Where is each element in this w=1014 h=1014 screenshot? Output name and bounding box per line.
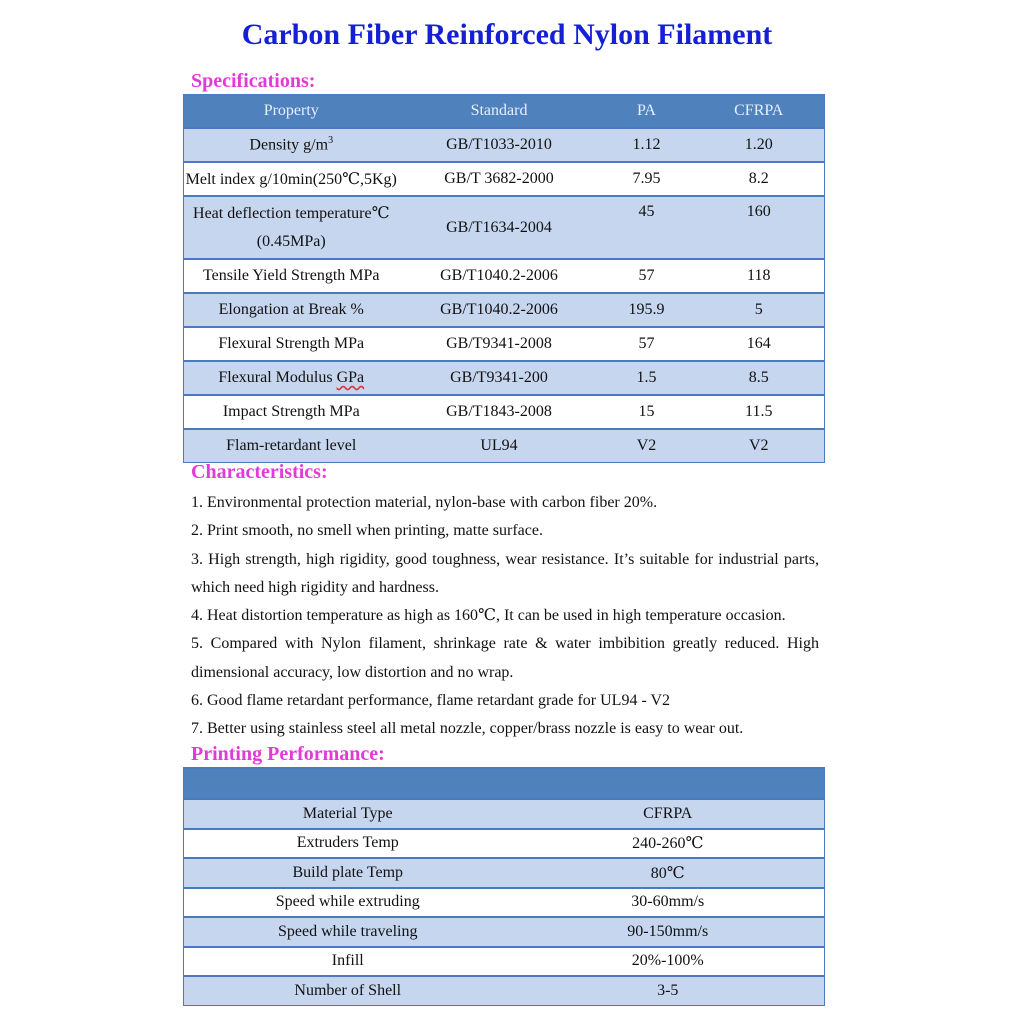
table-row <box>184 162 825 196</box>
label-cell: Extruders Temp <box>184 829 512 859</box>
list-item: 7. Better using stainless steel all metal nozzle, copper/brass nozzle is easy to wear out. <box>191 720 744 738</box>
pa-cell: 57 <box>600 327 694 361</box>
cfrpa-cell: 11.5 <box>694 395 825 429</box>
table-row <box>184 429 825 463</box>
property-cell: Flexural Modulus GPa <box>184 361 399 395</box>
pa-cell: 7.95 <box>600 162 694 196</box>
table-row <box>184 361 825 395</box>
property-cell: Density $g/m^3$ <box>184 128 399 162</box>
cfrpa-cell: 164 <box>694 327 825 361</box>
cfrpa-cell: V2 <box>694 429 825 463</box>
value-cell: 240-260℃ <box>512 829 825 859</box>
property-cell: Impact Strength MPa <box>184 395 399 429</box>
table-row <box>184 858 825 888</box>
cfrpa-cell: 8.2 <box>694 162 825 196</box>
standard-cell: GB/T9341-2008 <box>399 327 600 361</box>
list-item: 5. Compared with Nylon filament, shrinkage rate & water imbibition greatly reduced. High dimensional accuracy, low distortion and no wrap. <box>191 635 819 681</box>
list-item: 2. Print smooth, no smell when printing, matte surface. <box>191 522 543 540</box>
property-cell: Elongation at Break % <box>184 293 399 327</box>
column-header-cfrpa: CFRPA <box>694 95 825 129</box>
standard-cell: GB/T9341-200 <box>399 361 600 395</box>
label-cell: Number of Shell <box>184 976 512 1005</box>
table-row <box>184 395 825 429</box>
standard-cell: GB/T1033-2010 <box>399 128 600 162</box>
table-row <box>184 799 825 829</box>
pa-cell: 15 <box>600 395 694 429</box>
table-row <box>184 947 825 977</box>
printing-header-row <box>184 768 825 799</box>
table-row <box>184 888 825 918</box>
list-item: 1. Environmental protection material, nylon-base with carbon fiber 20%. <box>191 494 658 511</box>
standard-cell: GB/T1634-2004 <box>399 196 600 259</box>
label-cell: Speed while traveling <box>184 917 512 947</box>
table-row <box>184 917 825 947</box>
table-row <box>184 293 825 327</box>
pa-cell: 195.9 <box>600 293 694 327</box>
label-cell: Speed while extruding <box>184 888 512 918</box>
page-title: Carbon Fiber Reinforced Nylon Filament <box>241 18 773 51</box>
property-cell: Heat deflection temperature℃ (0.45MPa) <box>184 196 399 259</box>
list-item: 6. Good flame retardant performance, flame retardant grade for UL94 - V2 <box>191 692 671 710</box>
cfrpa-cell: 118 <box>694 259 825 293</box>
characteristics-list <box>191 489 819 744</box>
table-row <box>184 829 825 859</box>
table-row <box>184 128 825 162</box>
value-cell: 30-60mm/s <box>512 888 825 918</box>
label-cell: Infill <box>184 947 512 977</box>
property-cell: Melt index g/10min(250℃,5Kg) <box>184 162 399 196</box>
table-row <box>184 976 825 1005</box>
property-cell: Flam-retardant level <box>184 429 399 463</box>
specifications-heading: Specifications: <box>191 70 316 92</box>
characteristics-heading: Characteristics: <box>191 461 328 483</box>
pa-cell: 57 <box>600 259 694 293</box>
pa-cell: 1.5 <box>600 361 694 395</box>
spellcheck-underlined-word: GPa <box>336 369 365 386</box>
cfrpa-cell: 5 <box>694 293 825 327</box>
standard-cell: GB/T1843-2008 <box>399 395 600 429</box>
pa-cell: 1.12 <box>600 128 694 162</box>
table-row <box>184 259 825 293</box>
pa-cell: 45 <box>600 196 694 259</box>
table-row <box>184 327 825 361</box>
standard-cell: GB/T 3682-2000 <box>399 162 600 196</box>
specifications-table <box>183 94 825 463</box>
value-cell: CFRPA <box>512 799 825 829</box>
label-cell: Build plate Temp <box>184 858 512 888</box>
table-row <box>184 196 825 259</box>
column-header-property: Property <box>184 95 399 129</box>
label-cell: Material Type <box>184 799 512 829</box>
value-cell: 90-150mm/s <box>512 917 825 947</box>
value-cell: 80℃ <box>512 858 825 888</box>
column-header-standard: Standard <box>399 95 600 129</box>
standard-cell: GB/T1040.2-2006 <box>399 293 600 327</box>
cfrpa-cell: 160 <box>694 196 825 259</box>
property-cell: Tensile Yield Strength MPa <box>184 259 399 293</box>
printing-performance-heading: Printing Performance: <box>191 743 385 765</box>
specifications-header-row <box>184 95 825 129</box>
property-cell: Flexural Strength MPa <box>184 327 399 361</box>
value-cell: 3-5 <box>512 976 825 1005</box>
standard-cell: UL94 <box>399 429 600 463</box>
standard-cell: GB/T1040.2-2006 <box>399 259 600 293</box>
list-item: 4. Heat distortion temperature as high as 160℃, It can be used in high temperature occasion. <box>191 607 786 625</box>
cfrpa-cell: 8.5 <box>694 361 825 395</box>
pa-cell: V2 <box>600 429 694 463</box>
printing-performance-table <box>183 767 825 1006</box>
value-cell: 20%-100% <box>512 947 825 977</box>
column-header-pa: PA <box>600 95 694 129</box>
cfrpa-cell: 1.20 <box>694 128 825 162</box>
list-item: 3. High strength, high rigidity, good toughness, wear resistance. It’s suitable for industrial parts, which need high rigidity and hardness. <box>191 550 819 596</box>
